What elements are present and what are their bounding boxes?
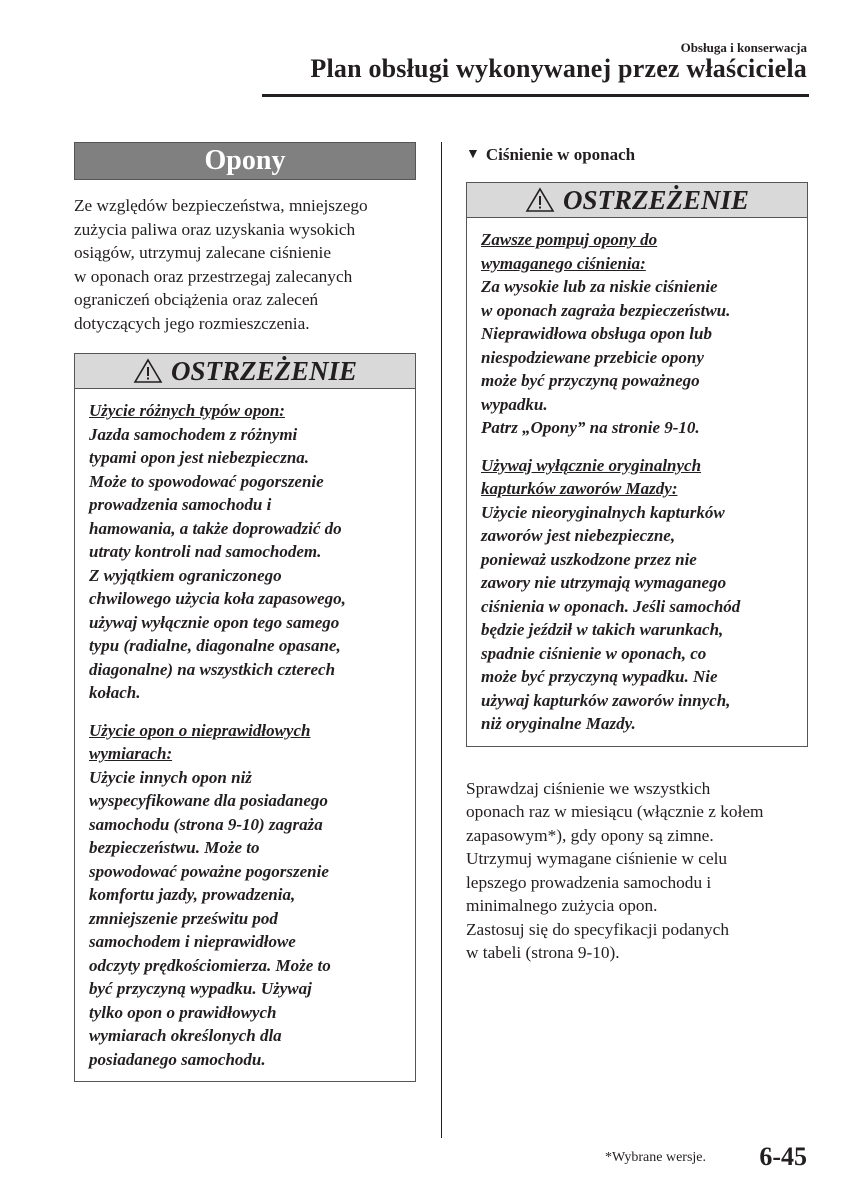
subsection-heading [466, 142, 808, 168]
warning-item-heading: Użycie różnych typów opon: [89, 401, 285, 420]
section-title: Opony [204, 145, 286, 176]
intro-paragraph: Ze względów bezpieczeństwa, mniejszego zużycia paliwa oraz uzyskania wysokich osiągów, utrzymuj zalecane ciśnienie w oponach oraz przestrzegaj zalecanych ograniczeń obciążenia oraz zaleceń dotyczących jego rozmieszczenia. [74, 196, 368, 333]
subsection-title: Ciśnienie w oponach [485, 145, 636, 164]
section-title-bar [74, 142, 416, 180]
warning-item [89, 719, 401, 1072]
warning-box-left [74, 353, 416, 1082]
warning-triangle-icon [133, 358, 163, 384]
tire-pressure-paragraph: Sprawdzaj ciśnienie we wszystkich oponach raz w miesiącu (włącznie z kołem zapasowym*), gdy opony są zimne. Utrzymuj wymagane ciśnienie w celu lepszego prowadzenia samochodu i minimalnego zużycia opon. Zastosuj się do specyfikacji podanych w tabeli (strona 9-10). [466, 778, 764, 962]
warning-item-heading: Zawsze pompuj opony do wymaganego ciśnienia: [481, 230, 658, 273]
warning-box-right [466, 182, 808, 747]
warning-item-text: Użycie innych opon niż wyspecyfikowane dla posiadanego samochodu (strona 9-10) zagraża bezpieczeństwu. Może to spowodować poważne pogorszenie komfortu jazdy, prowadzenia, zmniejszenie prześwitu pod samochodem i nieprawidłowe odczyty prędkościomierza. Może to być przyczyną wypadku. Używaj tylko opon o prawidłowych wymiarach określonych dla posiadanego samochodu. [89, 767, 331, 1069]
triangle-down-icon: ▼ [466, 147, 480, 162]
page-title: Plan obsługi wykonywanej przez właściciela [310, 54, 807, 83]
warning-title: OSTRZEŻENIE [170, 355, 358, 386]
warning-header [467, 183, 807, 218]
warning-item-text: Jazda samochodem z różnymi typami opon jest niebezpieczna. Może to spowodować pogorszenie prowadzenia samochodu i hamowania, a także doprowadzić do utraty kontroli nad samochodem. Z wyjątkiem ograniczonego chwilowego użycia koła zapasowego, używaj wyłącznie opon tego samego typu (radialne, diagonalne opasane, diagonalne) na wszystkich czterech kołach. [89, 424, 346, 702]
warning-item-heading: Używaj wyłącznie oryginalnych kapturków zaworów Mazdy: [481, 455, 702, 498]
warning-item-text: Za wysokie lub za niskie ciśnienie w oponach zagraża bezpieczeństwu. Nieprawidłowa obsługa opon lub niespodziewane przebicie opony może być przyczyną poważnego wypadku. Patrz „Opony” na stronie 9-10. [481, 277, 731, 437]
header-rule [262, 94, 809, 97]
warning-title: OSTRZEŻENIE [562, 184, 750, 215]
warning-item [89, 399, 401, 705]
warning-header [75, 354, 415, 389]
warning-body [467, 218, 807, 746]
warning-item [481, 228, 793, 440]
warning-item-text: Użycie nieoryginalnych kapturków zaworów jest niebezpieczne, ponieważ uszkodzone przez nie zawory nie utrzymają wymaganego ciśnienia w oponach. Jeśli samochód będzie jeździł w takich warunkach, spadnie ciśnienie w oponach, co może być przyczyną wypadku. Nie używaj kapturków zaworów innych, niż oryginalne Mazdy. [481, 502, 741, 733]
page-number: 6-45 [759, 1142, 807, 1171]
warning-body [75, 389, 415, 1081]
left-column [74, 142, 416, 1082]
warning-item [481, 454, 793, 736]
right-column [466, 142, 808, 965]
warning-triangle-icon [525, 187, 555, 213]
footnote: *Wybrane wersje. [605, 1150, 707, 1165]
column-divider [441, 142, 442, 1138]
warning-item-heading: Użycie opon o nieprawidłowych wymiarach: [89, 720, 311, 763]
header-section: Obsługa i konserwacja [680, 40, 807, 55]
